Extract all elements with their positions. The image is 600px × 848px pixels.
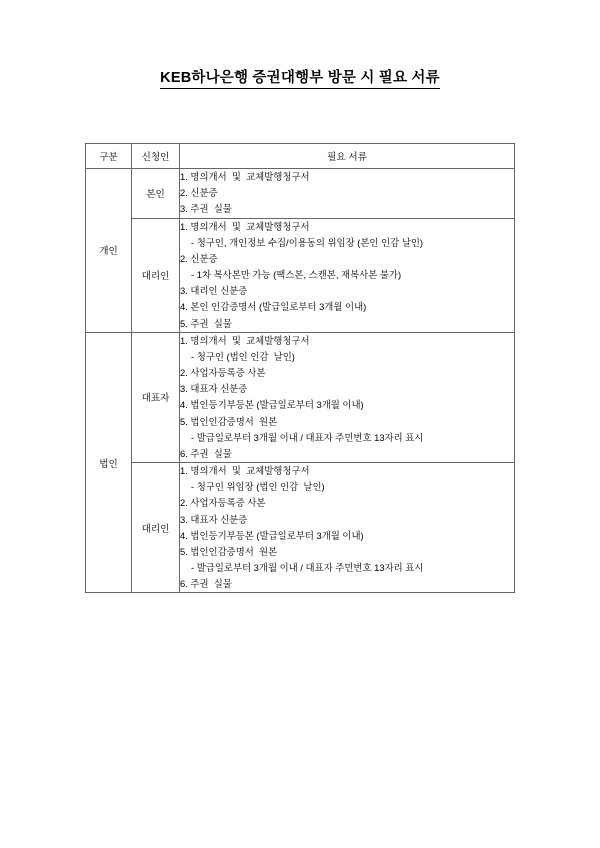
document-item: 3. 대표자 신분증 xyxy=(180,513,248,525)
table-row xyxy=(86,169,515,219)
document-item: 5. 법인인감증명서 원본 xyxy=(180,545,278,557)
table-header-row xyxy=(86,144,515,169)
document-item: 5. 주권 실물 xyxy=(180,317,232,329)
document-subitem: - 1차 복사본만 가능 (팩스본, 스캔본, 재복사본 불가) xyxy=(191,269,402,281)
document-item: 4. 법인등기부등본 (발급일로부터 3개월 이내) xyxy=(180,399,364,411)
group-cell-individual: 개인 xyxy=(86,169,132,333)
document-subitem: - 발급일로부터 3개월 이내 / 대표자 주민번호 13자리 표시 xyxy=(191,562,424,574)
column-header-documents: 필요 서류 xyxy=(180,144,515,169)
document-item: 2. 사업자등록증 사본 xyxy=(180,367,266,379)
document-item: 2. 사업자등록증 사본 xyxy=(180,497,266,509)
applicant-cell-corporate-agent: 대리인 xyxy=(132,463,180,593)
table-header xyxy=(86,144,515,169)
applicant-cell-self: 본인 xyxy=(132,169,180,219)
document-subitem: - 청구인, 개인정보 수집/이용동의 위임장 (본인 인감 날인) xyxy=(191,236,424,248)
document-item: 3. 주권 실물 xyxy=(180,203,232,215)
page-title xyxy=(0,66,600,87)
applicant-cell-agent: 대리인 xyxy=(132,218,180,332)
document-item: 6. 주권 실물 xyxy=(180,447,232,459)
documents-cell-corporate-agent xyxy=(180,463,515,593)
document-subitem: - 청구인 (법인 인감 날인) xyxy=(191,350,295,362)
table-row xyxy=(86,463,515,593)
document-item: 6. 주권 실물 xyxy=(180,578,232,590)
document-item: 4. 본인 인감증명서 (발급일로부터 3개월 이내) xyxy=(180,301,367,313)
column-header-applicant: 신청인 xyxy=(132,144,180,169)
table-body xyxy=(86,169,515,593)
applicant-cell-representative: 대표자 xyxy=(132,332,180,462)
document-item: 1. 명의개서 및 교체발행청구서 xyxy=(180,220,310,232)
document-item: 5. 법인인감증명서 원본 xyxy=(180,415,278,427)
document-subitem: - 청구인 위임장 (법인 인감 날인) xyxy=(191,481,325,493)
documents-cell-individual-self xyxy=(180,169,515,219)
documents-cell-individual-agent xyxy=(180,218,515,332)
required-documents-table xyxy=(85,143,515,593)
page-title-text: KEB하나은행 증권대행부 방문 시 필요 서류 xyxy=(160,70,440,89)
column-header-group: 구분 xyxy=(86,144,132,169)
document-item: 2. 신분증 xyxy=(180,252,218,264)
document-item: 1. 명의개서 및 교체발행청구서 xyxy=(180,465,310,477)
document-item: 3. 대리인 신분증 xyxy=(180,285,248,297)
document-item: 2. 신분증 xyxy=(180,187,218,199)
document-item: 1. 명의개서 및 교체발행청구서 xyxy=(180,171,310,182)
document-subitem: - 발급일로부터 3개월 이내 / 대표자 주민번호 13자리 표시 xyxy=(191,431,424,443)
document-item: 1. 명의개서 및 교체발행청구서 xyxy=(180,334,310,346)
group-cell-corporate: 법인 xyxy=(86,332,132,593)
document-item: 3. 대표자 신분증 xyxy=(180,383,248,395)
document-item: 4. 법인등기부등본 (발급일로부터 3개월 이내) xyxy=(180,529,364,541)
table-row xyxy=(86,218,515,332)
table-row xyxy=(86,332,515,462)
documents-cell-corporate-representative xyxy=(180,332,515,462)
